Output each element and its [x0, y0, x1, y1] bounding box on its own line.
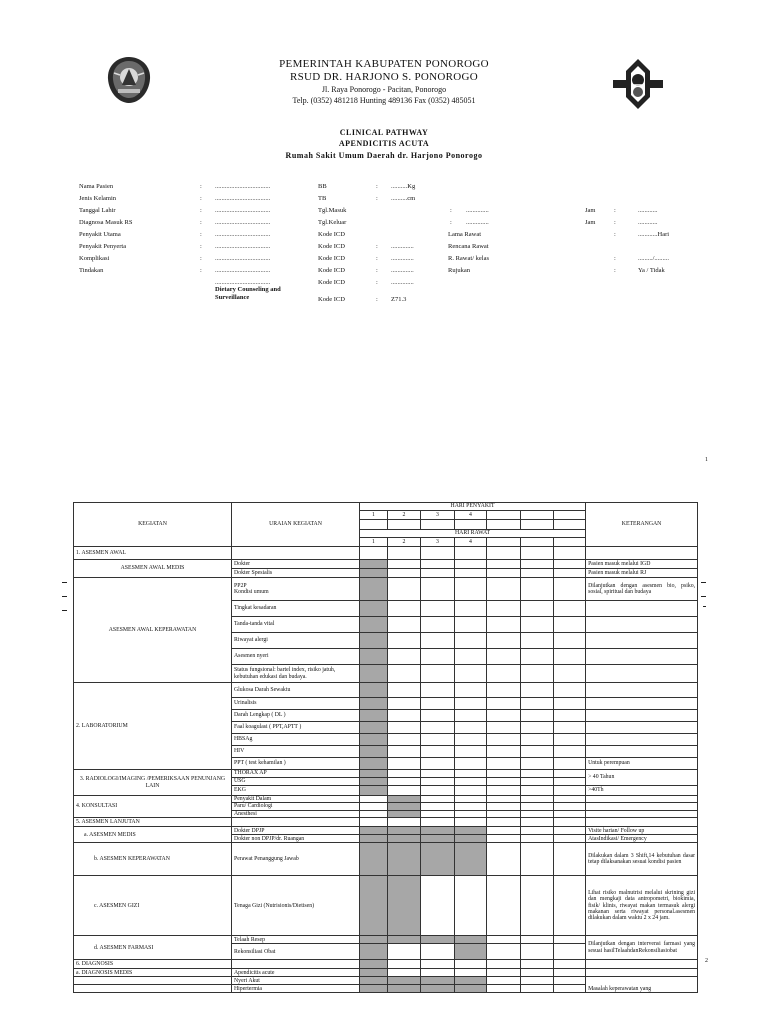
section-asesmen-lanjutan: 5. ASESMEN LANJUTAN [74, 818, 232, 827]
uraian-penyakit-dalam: Penyakit Dalam [232, 796, 360, 803]
uraian-ekg: EKG [232, 786, 360, 796]
colon: : [614, 207, 616, 214]
label-tgl-keluar: Tgl.Keluar [318, 219, 347, 226]
uraian-paru: Paru/ Cardiologi [232, 803, 360, 810]
kegiatan-asesmen-awal-keperawatan: ASESMEN AWAL KEPERAWATAN [74, 578, 232, 683]
day-1: 1 [360, 511, 388, 520]
day-cell [487, 511, 521, 520]
uraian-anesthesi: Anesthesi [232, 810, 360, 817]
uraian-riwayat-alergi: Riwayat alergi [232, 633, 360, 649]
kegiatan-a-medis: a. ASESMEN MEDIS [74, 827, 232, 843]
colon: : [450, 207, 452, 214]
uraian-kondisi-umum: Kondisi umum [234, 589, 269, 595]
uraian-tenaga-gizi: Tenaga Gizi (Nutrisionis/Dietisen) [232, 876, 360, 936]
ket-visite: Visite harian/ Follow up [586, 827, 698, 835]
label-bb: BB [318, 183, 327, 190]
label-rujukan: Rujukan [448, 267, 471, 274]
doc-subtitle: APENDICITIS ACUTA [338, 139, 430, 148]
day-cell [521, 538, 554, 547]
day-1: 1 [360, 538, 388, 547]
uraian-glukosa: Glukosa Darah Sewaktu [232, 683, 360, 698]
section-laboratorium: 2. LABORATORIUM [74, 683, 232, 770]
section-konsultasi: 4. KONSULTASI [74, 796, 232, 818]
field-icd[interactable]: .............. [391, 255, 414, 262]
field-icd-z713: Z71.3 [391, 296, 407, 303]
colon: : [200, 195, 202, 202]
government-name: PEMERINTAH KABUPATEN PONOROGO [279, 58, 489, 70]
header-kegiatan: KEGIATAN [74, 503, 232, 547]
uraian-urinalisis: Urinalisis [232, 698, 360, 710]
page-number: 2 [705, 958, 708, 964]
field-tb[interactable]: ..........cm [391, 195, 416, 202]
uraian-rekonsiliasi: Rekonsiliasi Obat [232, 944, 360, 960]
day-cell [487, 538, 521, 547]
label-jenis-kelamin: Jenis Kelamin [79, 195, 117, 202]
colon: : [450, 219, 452, 226]
colon: : [614, 267, 616, 274]
colon: : [614, 219, 616, 226]
label-jam: Jam [585, 219, 596, 226]
colon: : [200, 255, 202, 262]
day-3: 3 [421, 511, 455, 520]
colon: : [200, 243, 202, 250]
field-komplikasi[interactable]: .................................. [215, 255, 271, 262]
colon: : [200, 207, 202, 214]
ket-rj: Pasien masuk melalui RJ [586, 569, 698, 578]
section-diagnosis: 6. DIAGNOSIS [74, 960, 232, 969]
field-jenis-kelamin[interactable]: .................................. [215, 195, 271, 202]
uraian-status-fungsional: Status fungsional: bartel index, risiko jatuh, kebutuhan edukasi dan budaya. [232, 665, 360, 683]
margin-mark [703, 606, 706, 607]
field-icd[interactable]: .............. [391, 279, 414, 286]
label-kode-icd: Kode ICD [318, 279, 345, 286]
label-nama-pasien: Nama Pasien [79, 183, 114, 190]
margin-mark [701, 582, 706, 583]
field-tanggal-lahir[interactable]: .................................. [215, 207, 271, 214]
uraian-ttv: Tanda-tanda vital [232, 617, 360, 633]
day-4: 4 [455, 538, 487, 547]
colon: : [200, 183, 202, 190]
label-tgl-masuk: Tgl.Masuk [318, 207, 347, 214]
label-kode-icd: Kode ICD [318, 296, 345, 303]
uraian-ppt: PPT ( test kehamilan ) [232, 758, 360, 770]
kegiatan-b-keperawatan: b. ASESMEN KEPERAWATAN [74, 843, 232, 876]
uraian-tingkat-kesadaran: Tingkat kesadaran [232, 601, 360, 617]
field-icd[interactable]: .............. [391, 243, 414, 250]
uraian-apendicitis: Apendicitis acute [232, 969, 360, 977]
colon: : [376, 267, 378, 274]
header-hari-rawat: HARI RAWAT [360, 530, 586, 538]
colon: : [376, 183, 378, 190]
ket-gizi: Lihat risiko malnutrisi melalui skrining gizi dan mengkaji data antropometri, biokimia, fisik/ klinis, riwayat makan termasuk alergi makanan serta riwayat personal.asesmen dilakukan dalam waktu 2 x 24 jam. [586, 876, 698, 936]
label-tanggal-lahir: Tanggal Lahir [79, 207, 116, 214]
colon: : [376, 296, 378, 303]
uraian-dokter-dpjp: Dokter DPJP [232, 827, 360, 835]
margin-mark [62, 582, 67, 583]
field-tgl-keluar[interactable]: .............. [466, 219, 489, 226]
ket-40-tahun: > 40 Tahun [586, 770, 698, 786]
label-dietary: Dietary Counseling and Surveillance [215, 286, 281, 301]
field-tindakan[interactable]: .................................. [215, 267, 271, 274]
label-diagnosa-masuk: Diagnosa Masuk RS [79, 219, 133, 226]
kegiatan-a-diagnosis-medis: a. DIAGNOSIS MEDIS [74, 969, 232, 977]
ket-shift: Dilakukan dalam 3 Shift,14 kebutuhan dasar tetap dilaksanakan sesuai kondisi pasien [586, 843, 698, 876]
label-kode-icd: Kode ICD [318, 255, 345, 262]
label-tindakan: Tindakan [79, 267, 104, 274]
uraian-perawat-pj: Perawat Penanggung Jawab [232, 843, 360, 876]
ket-perempuan: Untuk perempuan [586, 758, 698, 770]
field-penyakit-penyerta[interactable]: .................................. [215, 243, 271, 250]
day-2: 2 [388, 511, 421, 520]
uraian-thorax: THORAX AP [232, 770, 360, 778]
field-lama-rawat[interactable]: ............Hari [638, 231, 670, 238]
uraian-dokter: Dokter [232, 560, 360, 569]
colon: : [200, 231, 202, 238]
section-radiologi: 3. RADIOLOGI/IMAGING /PEMERIKSAAN PENUNJANG LAIN [74, 770, 232, 796]
doc-hospital: Rumah Sakit Umum Daerah dr. Harjono Ponorogo [285, 151, 483, 160]
field-icd[interactable]: .............. [391, 267, 414, 274]
field-penyakit-utama[interactable]: .................................. [215, 231, 271, 238]
header-keterangan: KETERANGAN [586, 503, 698, 547]
label-kode-icd: Kode ICD [318, 231, 345, 238]
field-kelas[interactable]: ........./......... [638, 255, 670, 262]
label-ruang-rawat: R. Rawat/ kelas [448, 255, 489, 262]
field-jam-masuk[interactable]: ............ [638, 207, 658, 214]
label-jam: Jam [585, 207, 596, 214]
header-hari-penyakit: HARI PENYAKIT [360, 503, 586, 511]
label-rencana-rawat: Rencana Rawat [448, 243, 489, 250]
field-nama-pasien[interactable]: .................................. [215, 183, 271, 190]
kegiatan-c-gizi: c. ASESMEN GIZI [74, 876, 232, 936]
ket-igd: Pasien masuk melalui IGD [586, 560, 698, 569]
ket-atas-indikasi: AtasIndikasi/ Emergency [586, 835, 698, 843]
margin-mark [62, 610, 67, 611]
day-4: 4 [455, 511, 487, 520]
uraian-dokter-non-dpjp: Dokter non DPJP/dr. Ruangan [232, 835, 360, 843]
uraian-hipertermia: Hipertermia [232, 985, 360, 993]
colon: : [376, 255, 378, 262]
ket-masalah: Masalah keperawatan yang [586, 977, 698, 993]
ket-40th: >40Th [586, 786, 698, 796]
colon: : [614, 255, 616, 262]
label-penyakit-penyerta: Penyakit Penyerta [79, 243, 127, 250]
label-lama-rawat: Lama Rawat [448, 231, 482, 238]
kegiatan-asesmen-awal-medis: ASESMEN AWAL MEDIS [74, 560, 232, 578]
colon: : [376, 243, 378, 250]
ket-lanjut-asesmen: Dilanjutkan dengan asesmen bio, psiko, sosial, spiritual dan budaya [586, 578, 698, 601]
label-tb: TB [318, 195, 327, 202]
uraian-usg: USG [232, 778, 360, 786]
uraian-pp2p [232, 578, 360, 601]
field-diagnosa-masuk[interactable]: .................................. [215, 219, 271, 226]
section-asesmen-awal: 1. ASESMEN AWAL [74, 547, 232, 560]
margin-mark [701, 596, 706, 597]
uraian-dokter-spesialis: Dokter Spesialis [232, 569, 360, 578]
day-cell [554, 538, 586, 547]
colon: : [200, 267, 202, 274]
uraian-pp2p-label: PP2P [234, 582, 247, 589]
uraian-nyeri-akut: Nyeri Akut [232, 977, 360, 985]
hospital-phone: Telp. (0352) 481218 Hunting 489136 Fax (0352) 485051 [292, 96, 476, 105]
uraian-hiv: HIV [232, 746, 360, 758]
uraian-faal: Faal koagulasi ( PPT,APTT ) [232, 722, 360, 734]
margin-mark [62, 596, 67, 597]
colon: : [376, 195, 378, 202]
field-rujukan[interactable]: Ya / Tidak [638, 267, 665, 274]
uraian-telaah-resep: Telaah Resep [232, 936, 360, 944]
ket-farmasi: Dilanjutkan dengan intervensi farmasi yang sesuai hasilTelaahdanRekonsiliasiobat [586, 936, 698, 960]
uraian-asesmen-nyeri: Asesmen nyeri [232, 649, 360, 665]
field-jam-keluar[interactable]: ............ [638, 219, 658, 226]
label-kode-icd: Kode ICD [318, 243, 345, 250]
page-number: 1 [705, 457, 708, 463]
label-kode-icd: Kode ICD [318, 267, 345, 274]
uraian-dl: Darah Lengkap ( DL ) [232, 710, 360, 722]
day-3: 3 [421, 538, 455, 547]
kegiatan-d-farmasi: d. ASESMEN FARMASI [74, 936, 232, 960]
colon: : [376, 279, 378, 286]
colon: : [614, 231, 616, 238]
colon: : [200, 219, 202, 226]
day-cell [554, 511, 586, 520]
day-cell [521, 511, 554, 520]
field-tgl-masuk[interactable]: .............. [466, 207, 489, 214]
field-bb[interactable]: ..........Kg [391, 183, 416, 190]
day-2: 2 [388, 538, 421, 547]
doc-title: CLINICAL PATHWAY [339, 128, 429, 137]
uraian-hbsag: HBSAg [232, 734, 360, 746]
label-penyakit-utama: Penyakit Utama [79, 231, 121, 238]
label-komplikasi: Komplikasi [79, 255, 110, 262]
hospital-address: Jl. Raya Ponorogo - Pacitan, Ponorogo [321, 85, 447, 94]
hospital-name: RSUD DR. HARJONO S. PONOROGO [289, 71, 479, 83]
header-uraian: URAIAN KEGIATAN [232, 503, 360, 547]
clinical-pathway-table [73, 502, 698, 993]
field-extra[interactable]: .................................. [215, 279, 271, 286]
